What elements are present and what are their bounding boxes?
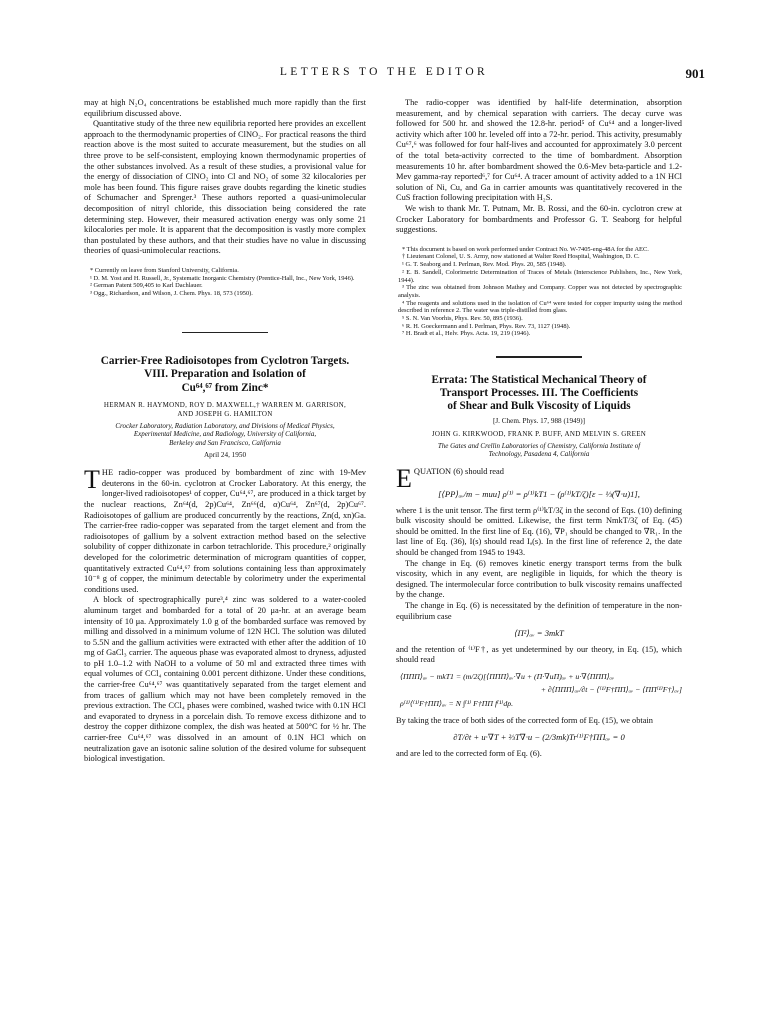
paragraph (84, 465, 366, 595)
paragraph: may at high N₂O₄ concentrations be established much more rapidly than the first equilibrium discussed above. (84, 98, 366, 118)
equation-trace: ∂T/∂t + u·∇T + ⅔T∇·u − (2/3mk)Tr⁽¹⁾F†ΠΠₐᵥ = 0 (453, 732, 625, 743)
equation-6: [⟨PP⟩ₐᵥ/m − muu] ρ⁽¹⁾ = ρ⁽¹⁾kT1 − (ρ⁽¹⁾kT/ζ)[ε − ⅓(∇·u)1], (438, 489, 640, 500)
drop-cap: E (396, 464, 412, 494)
paragraph: and are led to the corrected form of Eq. (6). (396, 748, 542, 758)
footnote: ¹ G. T. Seaborg and I. Perlman, Rev. Mod. Phys. 20, 585 (1948). (402, 261, 567, 269)
footnote: ² German Patent 509,405 to Karl Dachlauer. (90, 282, 203, 290)
article-title (84, 355, 366, 395)
equation-15-line2: + ∂⟨ΠΠΠ⟩ₐᵥ/∂t − ⟨⁽¹⁾F†ΠΠ⟩ₐᵥ − ⟨ΠΠ⁽¹⁾F†⟩ₐᵥ] (540, 684, 682, 694)
footnote: ⁶ R. H. Goeckermann and I. Perlman, Phys. Rev. 73, 1127 (1948). (402, 322, 571, 330)
errata-authors: JOHN G. KIRKWOOD, FRANK P. BUFF, AND MELVIN S. GREEN (431, 429, 647, 438)
errata-affiliation (396, 442, 682, 459)
footnote: ² E. B. Sandell, Colorimetric Determination of Traces of Metals (Interscience Publishers, Inc., New York, 1944). (398, 268, 682, 284)
paragraph: Quantitative study of the three new equilibria reported here provides an excellent approach to the thermodynamic properties of ClNO₂. For practical reasons the third reaction above is the most suited to accurate measurement, but the studies on all three prove to be self-consistent, employing known thermodynamic properties of the other substances involved. As a result of these studies, a provisional value for the energy of dissociation of ClNO₂ into Cl and NO₂ of some 32 kilocalories per mole has been found. This figure raises grave doubts regarding the kinetic studies of Schumacher and Sprenger.³ These authors reported a quasi-unimolecular decomposition of nitryl chloride, this dissociation being considered the rate determining step. However, their measured activation energy was only some 21 kilocalories per mole. It is apparent that the decomposition is vastly more complex than postulated by these authors, and that their studies have no value in discussing theories of quasi-unimolecular reactions. (84, 119, 366, 256)
section-divider (496, 356, 582, 358)
errata-title (396, 374, 682, 414)
paragraph: We wish to thank Mr. T. Putnam, Mr. B. Rossi, and the 60-in. cyclotron crew at Crocker Laboratory for bombardments and Professor G. T. Seaborg for helpful suggestions. (396, 203, 682, 235)
paragraph: The change in Eq. (6) removes kinetic energy transport terms from the bulk viscosity, which in any event, are negligible in liquids, for which the theory is designed. The intermolecular force contribution to bulk viscosity remains unaffected by the change. (396, 558, 682, 600)
article-authors (84, 401, 366, 419)
footnote: ³ Ogg., Richardson, and Wilson, J. Chem. Phys. 18, 573 (1950). (90, 290, 253, 298)
right-column (396, 98, 682, 760)
section-divider (182, 332, 268, 334)
footnote: ⁴ The reagents and solutions used in the isolation of Cu⁶⁴ were tested for copper impurity using the method described in reference 2. The water was triple-distilled from glass. (398, 299, 682, 315)
paragraph: The radio-copper was identified by half-life determination, absorption measurement, and by chemical separation with carriers. The decay curve was followed for 500 hr. and showed the 12.8-hr. period⁵ of Cu⁶⁴ and a longer-lived activity which after 100 hr. leveled off into a 72-hr. period. This activity, presumably Cu⁶⁷,⁶ was followed for four half-lives and accounted for approximately 3.0 percent of the total beta-activity corrected to the time of bombardment. Absorption measurements 10 hr. after bombardment showed the 0.6-Mev beta-particle and 1.2-Mev gamma-ray reported⁶,⁷ for Cu⁶⁴. A tracer amount of activity added to a 1N HCl solution of Ni, Cu, and Ga in carrier amounts was quantitatively recovered in the CuS fraction following precipitation with H₂S. (396, 98, 682, 203)
article-affiliation (84, 422, 366, 448)
footnotes (84, 267, 366, 298)
errata-citation: [J. Chem. Phys. 17, 988 (1949)] (492, 417, 586, 426)
paragraph: A block of spectrographically pure³,⁴ zinc was soldered to a water-cooled aluminum target and bombarded for a total of 20 μa-hr. at an average beam intensity of 10 μa. Approximately 1.0 g of the bombarded surface was removed by milling and dissolved in a minimum volume of 12N HCl. The solution was diluted to 5.5N and the gallium activities were extracted with ether after the addition of 10 mg of GaCl₃ carrier. The aqueous phase was evaporated almost to dryness, adjusted to pH 1.0–1.2 with NaOH to a volume of 50 ml and extracted three times with equal volumes of CCl₄ containing 0.001 percent dithizone. Under these conditions, the carrier-free Cu⁶⁴,⁶⁷ was quantitatively separated from the target element and from traces of gallium which may not have been completely removed in the previous extraction. The CCl₄ phases were combined, washed twice with 0.1N HCl and evaporated to dryness in a porcelain dish. To remove excess dithizone and to destroy the copper dithizone complex, the dish was heated at 500°C for ½ hr. The carrier-free Cu⁶⁴,⁶⁷ was dissolved in an amount of 0.1N HCl which on neutralization gave an isotonic saline solution of the desired volume for subsequent biological investigation. (84, 595, 366, 764)
authors-line: HERMAN R. HAYMOND, ROY D. MAXWELL,† WARREN M. GARRISON, (103, 400, 347, 409)
affiliation-line: Experimental Medicine, and Radiology, University of California, (133, 430, 317, 439)
article-title-line: VIII. Preparation and Isolation of (144, 368, 306, 381)
footnote: ⁷ H. Bradt et al., Helv. Phys. Acta. 19, 219 (1946). (402, 330, 531, 338)
received-date: April 24, 1950 (203, 450, 247, 459)
footnote: † Lieutenant Colonel, U. S. Army, now stationed at Walter Reed Hospital, Washington, D. C. (402, 253, 640, 261)
footnote: ⁵ S. N. Van Voorhis, Phys. Rev. 50, 895 (1936). (402, 315, 523, 323)
equation-15-line1: ⟨ΠΠΠ⟩ₐᵥ − mkT1 = (m/2ζ)[⟨ΠΠΠ⟩ₐᵥ·∇u + (Π·∇uΠ)ₐᵥ + u·∇⟨ΠΠΠ⟩ₐᵥ (400, 671, 615, 681)
paragraph (396, 464, 682, 494)
authors-line: AND JOSEPH G. HAMILTON (177, 409, 273, 418)
equation-temperature: ⟨Π²⟩ₐᵥ = 3mkT (514, 628, 564, 639)
paragraph-text: QUATION (6) should read (413, 467, 504, 477)
paragraph-text: HE radio-copper was produced by bombardment of zinc with 19-Mev deuterons in the 60-in. cyclotron at Crocker Laboratory. At this energy, the longer-lived radioisotopes¹ of copper, Cu⁶⁴,⁶⁷, are produced in a thick target by the nuclear reactions, Zn⁶⁴(d, 2p)Cu⁶⁴, Zn⁶⁶(d, α)Cu⁶⁴, Zn⁶⁷(d, 2p)Cu⁶⁷. Radioisotopes of gallium are produced concurrently by the reactions, Zn(d, xn)Ga. The carrier-free radio-copper was separated from the target element and from the radioisotopes of gallium by a solvent extraction method based on the selective solubility of copper dithizonate in carbon tetrachloride. This procedure,² originally developed for the colorimetric determination of microgram quantities of copper, quantitatively extracted Cu⁶⁴,⁶⁷ from solutions containing less than approximately 10⁻⁸ g of copper, the minimum detectable by colorimetry under the experimental conditions used. (84, 468, 366, 594)
footnote: * Currently on leave from Stanford University, California. (90, 266, 239, 274)
left-column (84, 98, 366, 765)
affiliation-line: The Gates and Crellin Laboratories of Chemistry, California Institute of (437, 441, 641, 450)
footnote: * This document is based on work performed under Contract No. W-7405-eng-48A for the AEC. (402, 245, 649, 253)
paragraph: where 1 is the unit tensor. The first term ρ⁽¹⁾kT/3ζ in the second of Eqs. (10) defining bulk viscosity should be omitted. Likewise, the first term NmkT/3ζ of Eq. (45) should be omitted. In the first line of Eq. (16), ∇P₁ should be changed to ∇R₁. In the last line of Eq. (36), I(s) should read Iₐ(s). In the first line of reference 2, the date should be changed from 1945 to 1943. (396, 505, 682, 558)
page-number: 901 (685, 66, 705, 81)
article-title-line: Cu⁶⁴,⁶⁷ from Zinc* (181, 381, 269, 394)
affiliation-line: Berkeley and San Francisco, California (169, 439, 281, 448)
footnote: ¹ D. M. Yost and H. Russell, Jr., Systematic Inorganic Chemistry (Prentice-Hall, Inc., New York, 1946). (90, 274, 355, 282)
running-header-title: LETTERS TO THE EDITOR (279, 66, 489, 78)
drop-cap: T (84, 465, 100, 495)
affiliation-line: Crocker Laboratory, Radiation Laboratory, and Divisions of Medical Physics, (115, 421, 335, 430)
paragraph: By taking the trace of both sides of the corrected form of Eq. (15), we obtain (396, 715, 653, 725)
errata-title-line: Errata: The Statistical Mechanical Theory of (431, 373, 647, 386)
errata-title-line: Transport Processes. III. The Coefficients (439, 386, 639, 399)
affiliation-line: Technology, Pasadena 4, California (488, 450, 590, 459)
footnotes (396, 246, 682, 338)
paragraph: The change in Eq. (6) is necessitated by the definition of temperature in the non-equilibrium case (396, 600, 682, 621)
footnote: ³ The zinc was obtained from Johnson Mathey and Company. Copper was not detected by spectrographic analysis. (398, 284, 682, 299)
running-header (0, 66, 768, 80)
equation-15-line3: ρ⁽¹⁾⟨⁽¹⁾F†ΠΠ⟩ₐᵥ = N ∫⁽¹⁾ F†ΠΠ f⁽¹⁾dp. (400, 699, 514, 709)
paragraph: and the retention of ⁽¹⁾F†, as yet undetermined by our theory, in Eq. (15), which should read (396, 644, 682, 665)
article-title-line: Carrier-Free Radioisotopes from Cyclotron Targets. (100, 355, 350, 368)
errata-title-line: of Shear and Bulk Viscosity of Liquids (447, 400, 631, 413)
